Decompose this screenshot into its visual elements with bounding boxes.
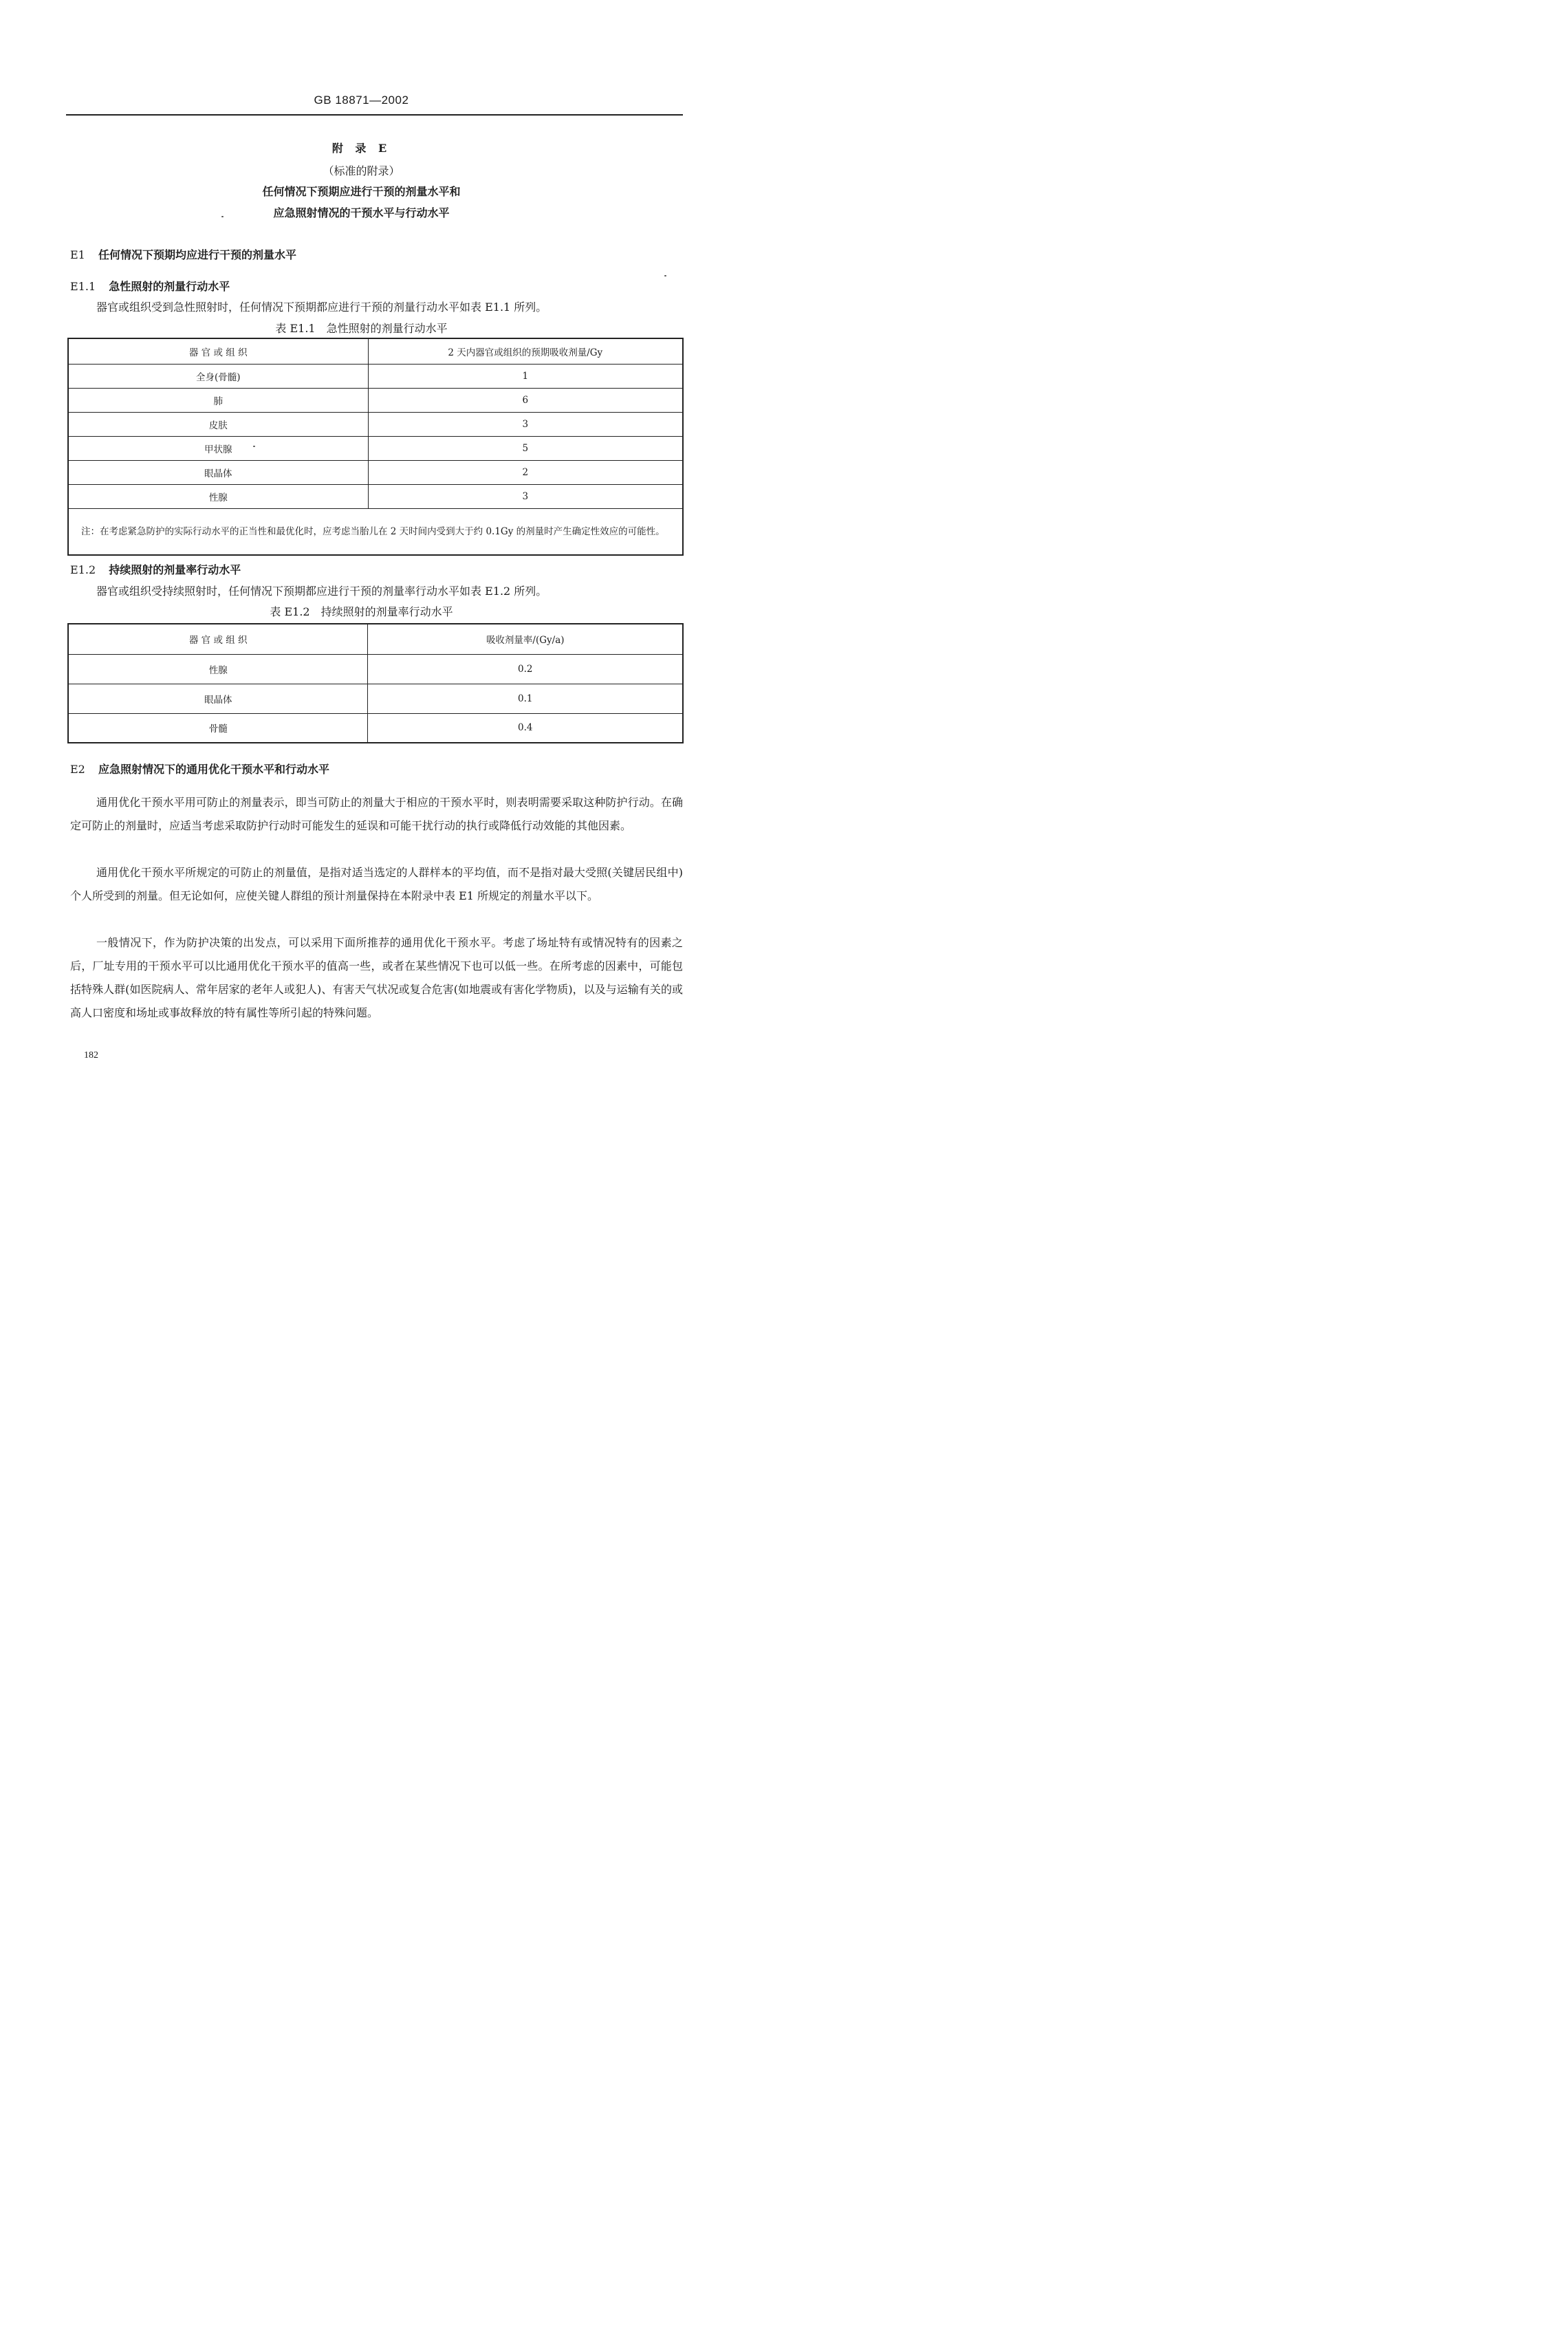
subsection-title: 急性照射的剂量行动水平: [109, 280, 230, 293]
table-row: [68, 436, 683, 460]
table-e1-1-caption: 表 E1.1 急性照射的剂量行动水平: [275, 322, 448, 335]
table-cell-organ: 性腺: [68, 484, 368, 508]
table-header-cell: 器 官 或 组 织: [68, 338, 368, 364]
table-e1-2-caption: 表 E1.2 持续照射的剂量率行动水平: [270, 605, 453, 618]
table-cell-organ: 甲状腺: [68, 436, 368, 460]
appendix-title-line1: 任何情况下预期应进行干预的剂量水平和: [262, 185, 461, 198]
subsection-e1-1-heading: [70, 278, 230, 294]
paragraph: 通用优化干预水平所规定的可防止的剂量值，是指对适当选定的人群样本的平均值，而不是指对最大受照(关键居民组中)个人所受到的剂量。但无论如何，应使关键人群组的预计剂量保持在本附录中表 E1 所规定的剂量水平以下。: [70, 866, 683, 902]
table-cell-organ: 皮肤: [68, 412, 368, 436]
table-row: [68, 684, 683, 713]
section-e1-heading: [70, 246, 296, 262]
table-row: [68, 460, 683, 484]
table-row: [68, 654, 683, 684]
subsection-number: E1.2: [70, 563, 96, 576]
header-rule: [66, 114, 683, 116]
table-cell-organ: 眼晶体: [68, 684, 368, 713]
table-cell-organ: 全身(骨髓): [68, 364, 368, 388]
subsection-e1-2-intro: 器官或组织受持续照射时，任何情况下预期都应进行干预的剂量率行动水平如表 E1.2 所列。: [96, 585, 547, 598]
table-row: [68, 484, 683, 508]
table-cell-organ: 骨髓: [68, 713, 368, 743]
appendix-type: （标准的附录）: [323, 164, 400, 177]
section-title: 任何情况下预期均应进行干预的剂量水平: [98, 248, 296, 261]
appendix-label: 附 录 E: [331, 142, 391, 155]
table-row: [68, 388, 683, 412]
appendix-title-line2: 应急照射情况的干预水平与行动水平: [273, 206, 450, 219]
scan-speck: [253, 446, 255, 447]
section-number: E2: [70, 763, 85, 776]
table-row: [68, 713, 683, 743]
table-header-cell: 器 官 或 组 织: [68, 624, 368, 654]
section-title: 应急照射情况下的通用优化干预水平和行动水平: [98, 763, 329, 776]
subsection-number: E1.1: [70, 280, 96, 293]
paragraph: 一般情况下，作为防护决策的出发点，可以采用下面所推荐的通用优化干预水平。考虑了场址特有或情况特有的因素之后，厂址专用的干预水平可以比通用优化干预水平的值高一些，或者在某些情况下也可以低一些。在所考虑的因素中，可能包括特殊人群(如医院病人、常年居家的老年人或犯人)、有害天气状况或复合危害(如地震或有害化学物质)，以及与运输有关的或高人口密度和场址或事故释放的特有属性等所引起的特殊问题。: [70, 936, 683, 1019]
table-cell-value: 2: [368, 460, 683, 484]
page-number: 182: [84, 1050, 98, 1061]
standard-number: GB 18871—2002: [314, 94, 409, 107]
table-header-cell: 吸收剂量率/(Gy/a): [368, 624, 683, 654]
table-note: 注：在考虑紧急防护的实际行动水平的正当性和最优化时，应考虑当胎儿在 2 天时间内受到大于约 0.1Gy 的剂量时产生确定性效应的可能性。: [68, 508, 683, 555]
table-cell-value: 6: [368, 388, 683, 412]
table-cell-value: 0.4: [368, 713, 683, 743]
section-e2-heading: [70, 761, 329, 776]
subsection-e1-1-intro: 器官或组织受到急性照射时，任何情况下预期都应进行干预的剂量行动水平如表 E1.1 所列。: [96, 301, 547, 314]
scan-speck: [221, 216, 224, 217]
subsection-title: 持续照射的剂量率行动水平: [109, 563, 241, 576]
table-e1-1: [67, 338, 684, 556]
table-row: [68, 364, 683, 388]
paragraph: 通用优化干预水平用可防止的剂量表示，即当可防止的剂量大于相应的干预水平时，则表明需要采取这种防护行动。在确定可防止的剂量时，应适当考虑采取防护行动时可能发生的延误和可能干扰行动的执行或降低行动效能的其他因素。: [70, 796, 683, 832]
table-e1-2: [67, 623, 684, 743]
table-row: [68, 412, 683, 436]
subsection-e1-2-heading: [70, 561, 241, 577]
table-cell-organ: 性腺: [68, 654, 368, 684]
table-cell-value: 0.1: [368, 684, 683, 713]
section-number: E1: [70, 248, 85, 261]
table-note-row: [68, 508, 683, 555]
table-cell-value: 1: [368, 364, 683, 388]
table-header-row: [68, 624, 683, 654]
table-cell-value: 3: [368, 484, 683, 508]
table-cell-value: 5: [368, 436, 683, 460]
table-header-row: [68, 338, 683, 364]
table-cell-organ: 眼晶体: [68, 460, 368, 484]
scan-speck: [664, 275, 666, 276]
table-cell-value: 3: [368, 412, 683, 436]
table-cell-value: 0.2: [368, 654, 683, 684]
table-header-cell: 2 天内器官或组织的预期吸收剂量/Gy: [368, 338, 683, 364]
table-cell-organ: 肺: [68, 388, 368, 412]
